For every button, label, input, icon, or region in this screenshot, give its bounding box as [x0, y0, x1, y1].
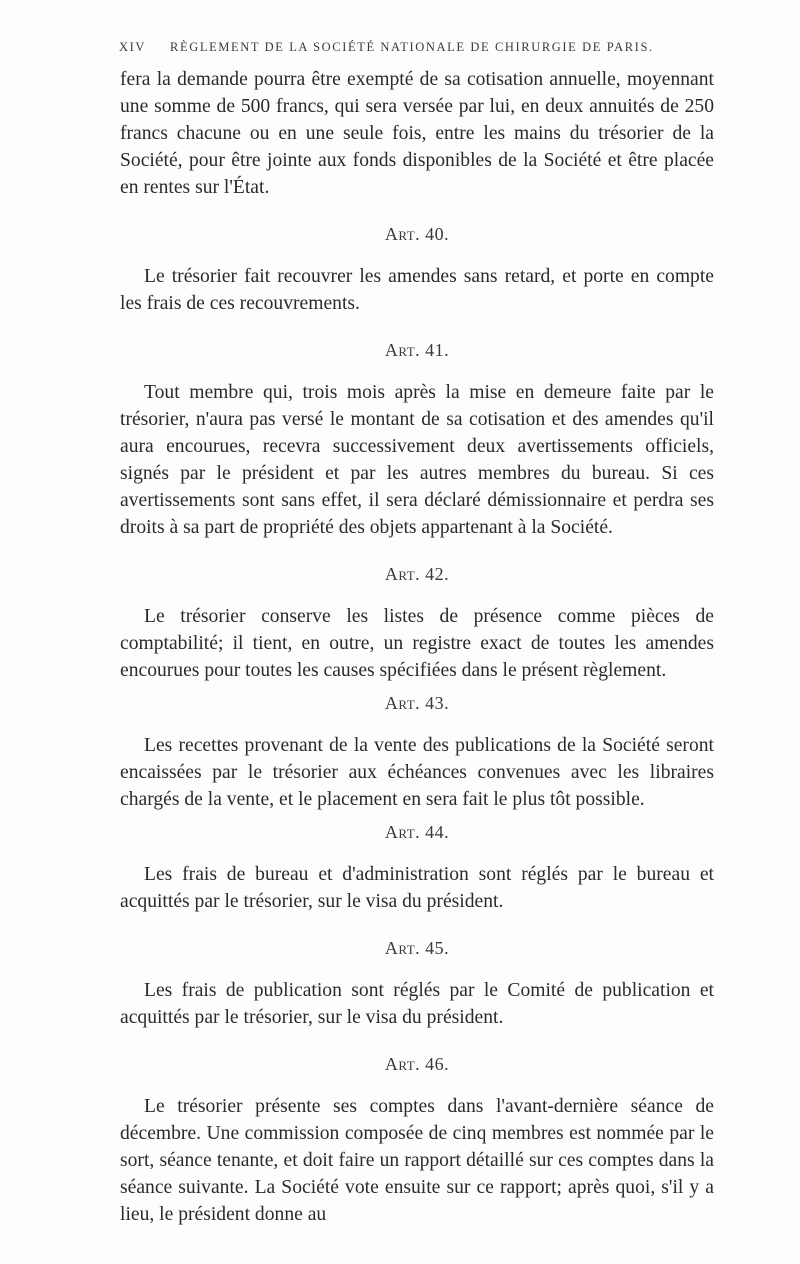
paragraph-continued: fera la demande pourra être exempté de sa cotisation annuelle, moyennant une somme de 500 francs, qui sera versée par lui, en deux annuités de 250 francs chacune ou en une seule fois, entre les mains du trésorier de la Société, pour être jointe aux fonds disponibles de la Société et être placée en rentes sur l'État.	[120, 69, 714, 198]
article-heading-46	[120, 1051, 714, 1078]
article-41-text: Tout membre qui, trois mois après la mise en demeure faite par le trésorier, n'aura pas versé le montant de sa cotisation et des amendes qu'il aura encourues, recevra successivement deux avertissements officiels, signés par le président et par les autres membres du bureau. Si ces avertissements sont sans effet, il sera déclaré démissionnaire et perdra ses droits à sa part de propriété des objets appartenant à la Société.	[120, 382, 714, 538]
article-label: Art.	[384, 340, 421, 360]
body-text	[120, 66, 714, 1228]
article-46-text: Le trésorier présente ses comptes dans l'avant-dernière séance de décembre. Une commission composée de cinq membres est nommée par le sort, séance tenante, et doit faire un rapport détaillé sur ces comptes dans la séance suivante. La Société vote ensuite sur ce rapport; après quoi, s'il y a lieu, le président donne au	[120, 1096, 714, 1225]
article-label: Art.	[384, 693, 421, 713]
article-heading-44	[120, 819, 714, 846]
article-43-text: Les recettes provenant de la vente des publications de la Société seront encaissées par le trésorier aux échéances convenues avec les libraires chargés de la vente, et le placement en sera fait le plus tôt possible.	[120, 735, 714, 810]
article-number: 43.	[425, 693, 450, 713]
article-heading-41	[120, 337, 714, 364]
article-42-text: Le trésorier conserve les listes de présence comme pièces de comptabilité; il tient, en outre, un registre exact de toutes les amendes encourues pour toutes les causes spécifiées dans le présent règlement.	[120, 606, 714, 681]
article-label: Art.	[384, 224, 421, 244]
article-number: 46.	[425, 1054, 450, 1074]
article-heading-43	[120, 690, 714, 717]
article-40-text: Le trésorier fait recouvrer les amendes sans retard, et porte en compte les frais de ces recouvrements.	[120, 266, 714, 314]
article-45-text: Les frais de publication sont réglés par le Comité de publication et acquittés par le trésorier, sur le visa du président.	[120, 980, 714, 1028]
article-label: Art.	[384, 1054, 421, 1074]
running-title: RÈGLEMENT DE LA SOCIÉTÉ NATIONALE DE CHIRURGIE DE PARIS.	[170, 40, 654, 54]
article-number: 40.	[425, 224, 450, 244]
article-label: Art.	[384, 822, 421, 842]
article-heading-42	[120, 561, 714, 588]
article-number: 41.	[425, 340, 450, 360]
article-number: 45.	[425, 938, 450, 958]
page-number: XIV	[119, 40, 147, 54]
article-heading-45	[120, 935, 714, 962]
article-label: Art.	[384, 938, 421, 958]
running-head	[119, 40, 679, 55]
article-44-text: Les frais de bureau et d'administration sont réglés par le bureau et acquittés par le trésorier, sur le visa du président.	[120, 864, 714, 912]
article-heading-40	[120, 221, 714, 248]
article-number: 42.	[425, 564, 450, 584]
article-label: Art.	[384, 564, 421, 584]
article-number: 44.	[425, 822, 450, 842]
